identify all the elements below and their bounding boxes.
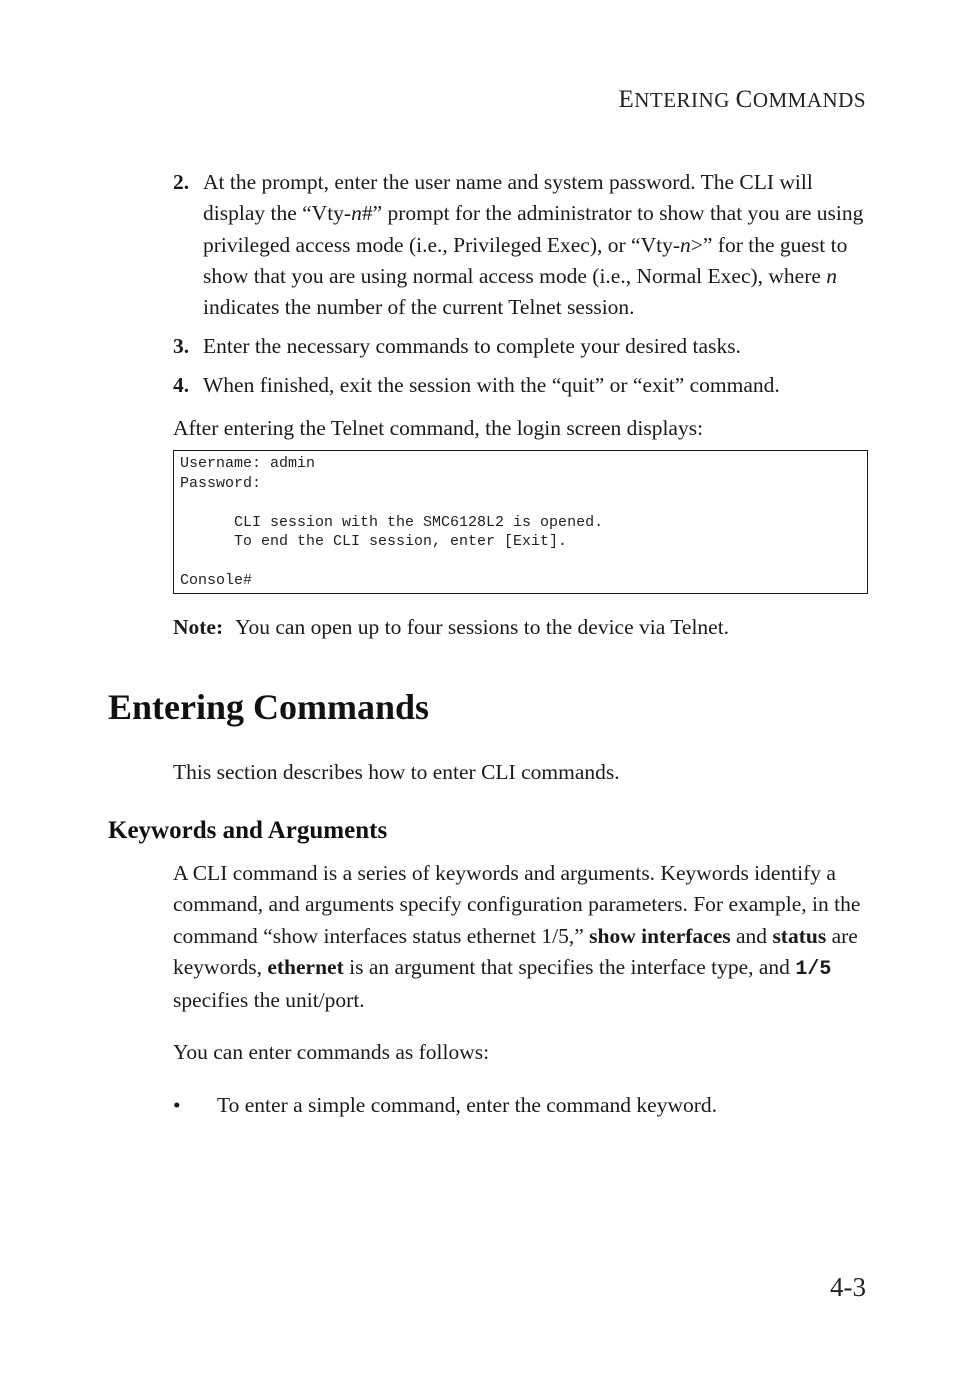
step-number: 2. [173,170,190,194]
step-4 [173,370,873,401]
section-intro: This section describes how to enter CLI commands. [173,760,620,784]
step-text-part: >” for the guest to show that you are using normal access mode (i.e., Normal Exec), where [203,232,848,288]
running-header [618,86,866,114]
italic-n: n [680,232,691,257]
note-label: Note: [173,615,224,639]
bold-argument-unit-port: 1/5 [795,957,832,981]
italic-n: n [826,263,838,288]
step-number: 4. [173,373,190,397]
bullet-item [173,1090,873,1121]
after-telnet-text: After entering the Telnet command, the login screen displays: [173,416,704,440]
paragraph-text: are keywords, [173,923,858,979]
section-heading: Entering Commands [108,687,430,727]
paragraph-text: specifies the unit/port. [173,988,365,1013]
running-header-cap-c: C [735,86,753,113]
step-text [203,167,873,323]
step-text-part: At the prompt, enter the user name and system password. The CLI will display the “Vty- [203,170,813,226]
bullet-dot-icon: • [173,1093,181,1117]
login-screen-code-block: Username: admin Password: CLI session with the SMC6128L2 is opened. To end the CLI session, enter [Exit]. Console# [173,450,868,594]
bold-keyword-status: status [772,923,827,948]
keywords-paragraph [173,858,873,1016]
paragraph-text: A CLI command is a series of keywords and arguments. Keywords identify a command, and arguments specify configuration parameters. For example, in the command “show interfaces status ethernet 1/5,” [173,861,861,948]
enter-commands-intro: You can enter commands as follows: [173,1040,490,1064]
bullet-text: To enter a simple command, enter the command keyword. [217,1093,718,1117]
step-text: When finished, exit the session with the “quit” or “exit” command. [203,373,780,397]
italic-n: n [351,201,362,226]
step-2 [173,167,873,323]
step-text: Enter the necessary commands to complete your desired tasks. [203,334,741,358]
subsection-heading: Keywords and Arguments [108,817,388,844]
step-number: 3. [173,334,190,358]
bold-keyword-show-interfaces: show interfaces [589,923,731,948]
note [173,612,729,643]
running-header-cap-e: E [618,86,635,113]
step-3 [173,331,873,362]
note-text: You can open up to four sessions to the device via Telnet. [235,615,730,639]
paragraph-text: and [730,923,773,948]
step-text-part: #” prompt for the administrator to show that you are using privileged access mode (i.e., Privileged Exec), or “Vty- [203,201,864,257]
running-header-rest-1: NTERING [634,88,730,112]
step-text-part: indicates the number of the current Telnet session. [203,295,635,320]
bold-argument-ethernet: ethernet [267,954,344,979]
paragraph-text: is an argument that specifies the interface type, and [343,954,796,979]
running-header-rest-2: OMMANDS [752,88,866,112]
page-number: 4-3 [830,1272,866,1302]
